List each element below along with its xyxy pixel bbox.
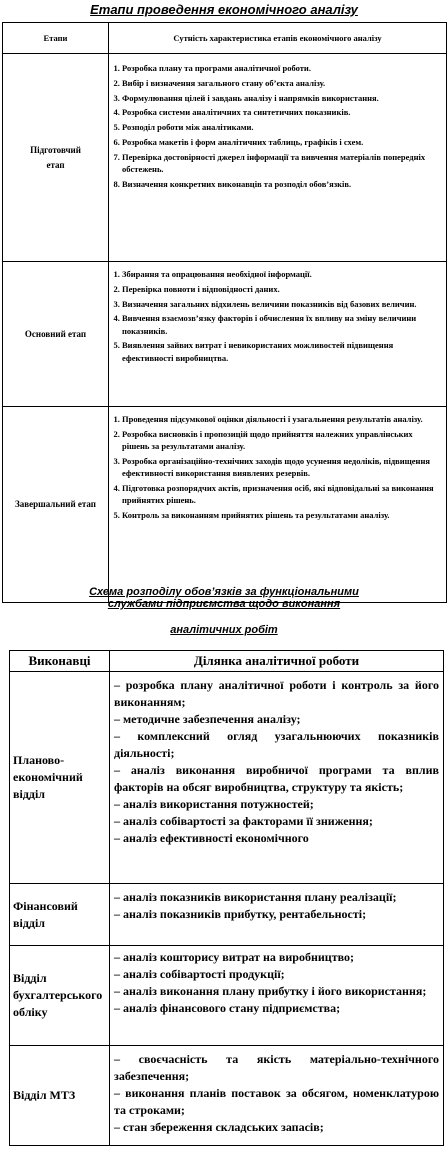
stages-table <box>2 22 447 603</box>
table-row <box>10 672 444 884</box>
list-item: – своєчасність та якість матеріально-технічного забезпечення; <box>114 1052 439 1083</box>
title-duties-line3: аналітичних робіт <box>170 624 278 636</box>
stage-description <box>109 54 447 262</box>
list-item: – аналіз фінансового стану підприємства; <box>114 1001 341 1015</box>
table-header-row <box>10 651 444 672</box>
executor-name: Фінансовий відділ <box>10 884 110 946</box>
list-item: – аналіз використання потужностей; <box>114 797 314 811</box>
list-item: 5. Контроль за виконанням прийнятих рішень та результатами аналізу. <box>122 509 442 521</box>
list-item: – аналіз собівартості за факторами її зниження; <box>114 814 373 828</box>
title-duties <box>0 586 448 636</box>
work-area <box>110 946 444 1046</box>
table-header-row <box>3 23 447 54</box>
executor-name: Планово-економічний відділ <box>10 672 110 884</box>
stage-description <box>109 407 447 603</box>
work-area <box>110 1046 444 1146</box>
list-item: 1. Збирання та опрацювання необхідної інформації. <box>122 268 442 280</box>
title-stages: Етапи проведення економічного аналізу <box>90 2 358 17</box>
header-stages: Етапи <box>3 23 109 54</box>
list-item: 8. Визначення конкретних виконавців та розподіл обов’язків. <box>122 178 442 190</box>
list-item: – аналіз виконання виробничої програми та вплив факторів на обсяг виробництва, структуру та якість; <box>114 763 439 794</box>
list-item: 4. Вивчення взаємозв’язку факторів і обчислення їх впливу на зміну величини показників. <box>122 312 442 336</box>
list-item: – аналіз собівартості продукції; <box>114 967 285 981</box>
list-item: 4. Розробка системи аналітичних та синтетичних показників. <box>122 106 442 118</box>
list-item: – стан збереження складських запасів; <box>114 1120 324 1134</box>
work-area <box>110 884 444 946</box>
list-item: 5. Виявлення зайвих витрат і невикористаних можливостей підвищення ефективності виробництва. <box>122 339 442 363</box>
table-row <box>3 54 447 262</box>
list-item: 6. Розробка макетів і форм аналітичних таблиць, графіків і схем. <box>122 136 442 148</box>
stage-name: Основний етап <box>3 262 109 407</box>
header-description: Сутність характеристика етапів економічного аналізу <box>109 23 447 54</box>
executor-name: Відділ МТЗ <box>10 1046 110 1146</box>
list-item: – розробка плану аналітичної роботи і контроль за його виконанням; <box>114 678 439 709</box>
stage-name: Підготовчий етап <box>3 54 109 262</box>
list-item: – методичне забезпечення аналізу; <box>114 712 301 726</box>
list-item: – виконання планів поставок за обсягом, номенклатурою та строками; <box>114 1086 439 1117</box>
table-row <box>10 884 444 946</box>
title-duties-line2: службами підприємства щодо виконання <box>107 598 341 610</box>
list-item: 7. Перевірка достовірності джерел інформації та вивчення матеріалів попередніх обстежень. <box>122 151 442 175</box>
header-work-area: Ділянка аналітичної роботи <box>110 651 444 672</box>
stage-name: Завершальний етап <box>3 407 109 603</box>
list-item: – аналіз ефективності економічного <box>114 831 309 845</box>
title-duties-line1: Схема розподілу обов’язків за функціональними <box>89 586 359 598</box>
list-item: 3. Формулювання цілей і завдань аналізу і напрямків використання. <box>122 92 442 104</box>
stage-description <box>109 262 447 407</box>
list-item: 2. Перевірка повноти і відповідності даних. <box>122 283 442 295</box>
work-area <box>110 672 444 884</box>
executor-name: Відділ бухгалтерського обліку <box>10 946 110 1046</box>
list-item: – аналіз кошторису витрат на виробництво; <box>114 950 354 964</box>
list-item: – аналіз виконання плану прибутку і його використання; <box>114 984 427 998</box>
list-item: 3. Визначення загальних відхилень величини показників від базових величин. <box>122 298 442 310</box>
list-item: 2. Вибір і визначення загального стану об’єкта аналізу. <box>122 77 442 89</box>
header-executors: Виконавці <box>10 651 110 672</box>
list-item: 4. Підготовка розпорядчих актів, призначення осіб, які відповідальні за виконання прийнятих рішень. <box>122 482 442 506</box>
list-item: 1. Проведення підсумкової оцінки діяльності і узагальнення результатів аналізу. <box>122 413 442 425</box>
list-item: 1. Розробка плану та програми аналітичної роботи. <box>122 62 442 74</box>
list-item: – комплексний огляд узагальнюючих показників діяльності; <box>114 729 439 760</box>
table-row <box>10 1046 444 1146</box>
list-item: – аналіз показників використання плану реалізації; <box>114 890 397 904</box>
table-row <box>10 946 444 1046</box>
list-item: 2. Розробка висновків і пропозицій щодо прийняття належних управлінських рішень за результатами аналізу. <box>122 428 442 452</box>
table-row <box>3 262 447 407</box>
duties-table <box>9 650 444 1146</box>
list-item: 3. Розробка організаційно-технічних заходів щодо усунення недоліків, підвищення ефективності використання виявлених резервів. <box>122 455 442 479</box>
list-item: 5. Розподіл роботи між аналітиками. <box>122 121 442 133</box>
table-row <box>3 407 447 603</box>
list-item: – аналіз показників прибутку, рентабельності; <box>114 907 367 921</box>
